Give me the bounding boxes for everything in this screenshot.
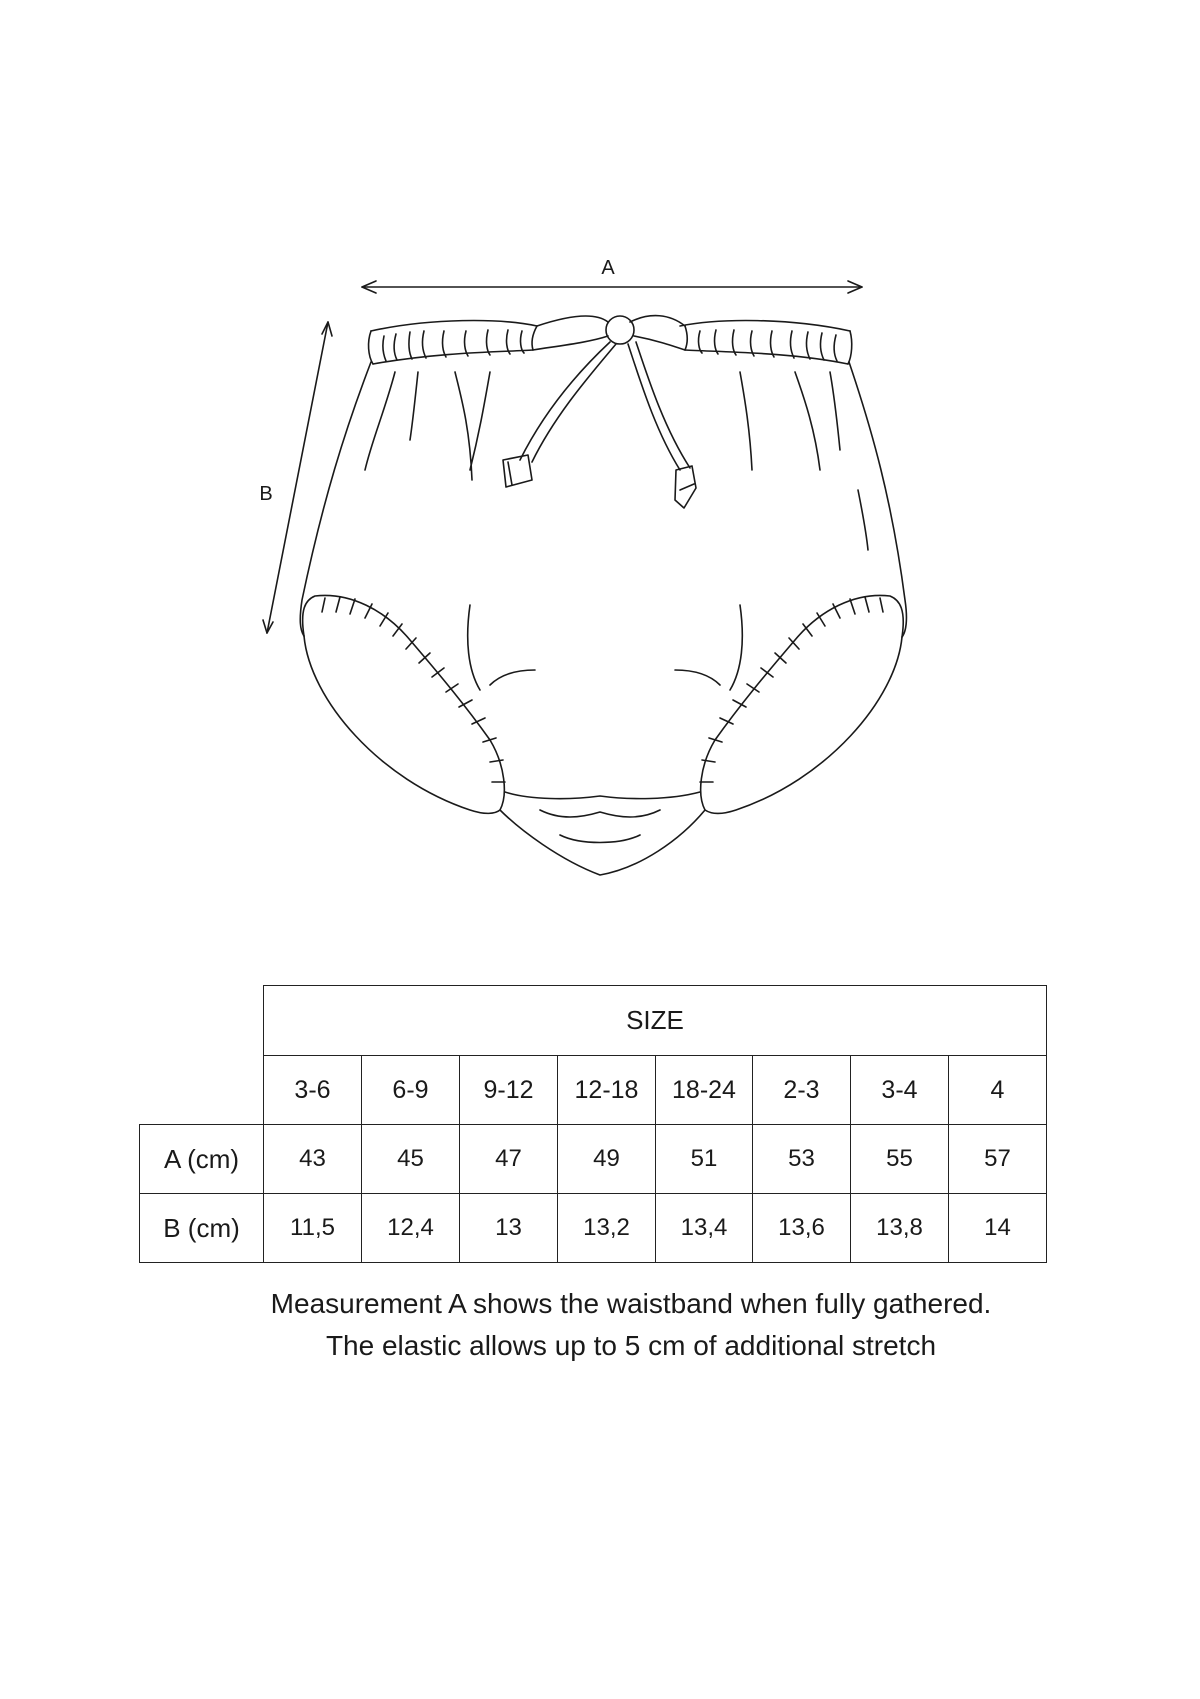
size-cell: 18-24 bbox=[656, 1056, 753, 1125]
measurement-note bbox=[150, 1283, 1112, 1367]
dimension-b-arrow bbox=[263, 322, 332, 633]
value-cell: 47 bbox=[460, 1125, 558, 1194]
size-cell: 9-12 bbox=[460, 1056, 558, 1125]
label-b: B bbox=[259, 483, 273, 505]
note-line-1: Measurement A shows the waistband when fully gathered. bbox=[270, 1288, 992, 1319]
value-cell: 13,8 bbox=[851, 1194, 949, 1263]
table-row bbox=[140, 1194, 1047, 1263]
value-cell: 13 bbox=[460, 1194, 558, 1263]
dimension-a-arrow bbox=[362, 281, 862, 293]
row-label: A (cm) bbox=[140, 1125, 264, 1194]
value-cell: 13,4 bbox=[656, 1194, 753, 1263]
size-cell: 3-6 bbox=[264, 1056, 362, 1125]
value-cell: 51 bbox=[656, 1125, 753, 1194]
bloomers-outline bbox=[300, 316, 906, 875]
size-chart-table bbox=[139, 985, 1047, 1263]
size-cell: 6-9 bbox=[362, 1056, 460, 1125]
label-a: A bbox=[601, 257, 615, 279]
value-cell: 49 bbox=[558, 1125, 656, 1194]
value-cell: 55 bbox=[851, 1125, 949, 1194]
value-cell: 45 bbox=[362, 1125, 460, 1194]
value-cell: 12,4 bbox=[362, 1194, 460, 1263]
size-header: SIZE bbox=[264, 986, 1047, 1056]
sizes-row bbox=[140, 1056, 1047, 1125]
value-cell: 43 bbox=[264, 1125, 362, 1194]
value-cell: 14 bbox=[949, 1194, 1047, 1263]
value-cell: 53 bbox=[753, 1125, 851, 1194]
value-cell: 57 bbox=[949, 1125, 1047, 1194]
size-cell: 3-4 bbox=[851, 1056, 949, 1125]
size-cell: 12-18 bbox=[558, 1056, 656, 1125]
size-cell: 4 bbox=[949, 1056, 1047, 1125]
corner-cell bbox=[140, 1056, 264, 1125]
size-cell: 2-3 bbox=[753, 1056, 851, 1125]
row-label: B (cm) bbox=[140, 1194, 264, 1263]
value-cell: 13,6 bbox=[753, 1194, 851, 1263]
note-line-2: The elastic allows up to 5 cm of additional stretch bbox=[325, 1330, 937, 1361]
table-row bbox=[140, 1125, 1047, 1194]
value-cell: 13,2 bbox=[558, 1194, 656, 1263]
corner-cell bbox=[140, 986, 264, 1056]
value-cell: 11,5 bbox=[264, 1194, 362, 1263]
size-header-row bbox=[140, 986, 1047, 1056]
